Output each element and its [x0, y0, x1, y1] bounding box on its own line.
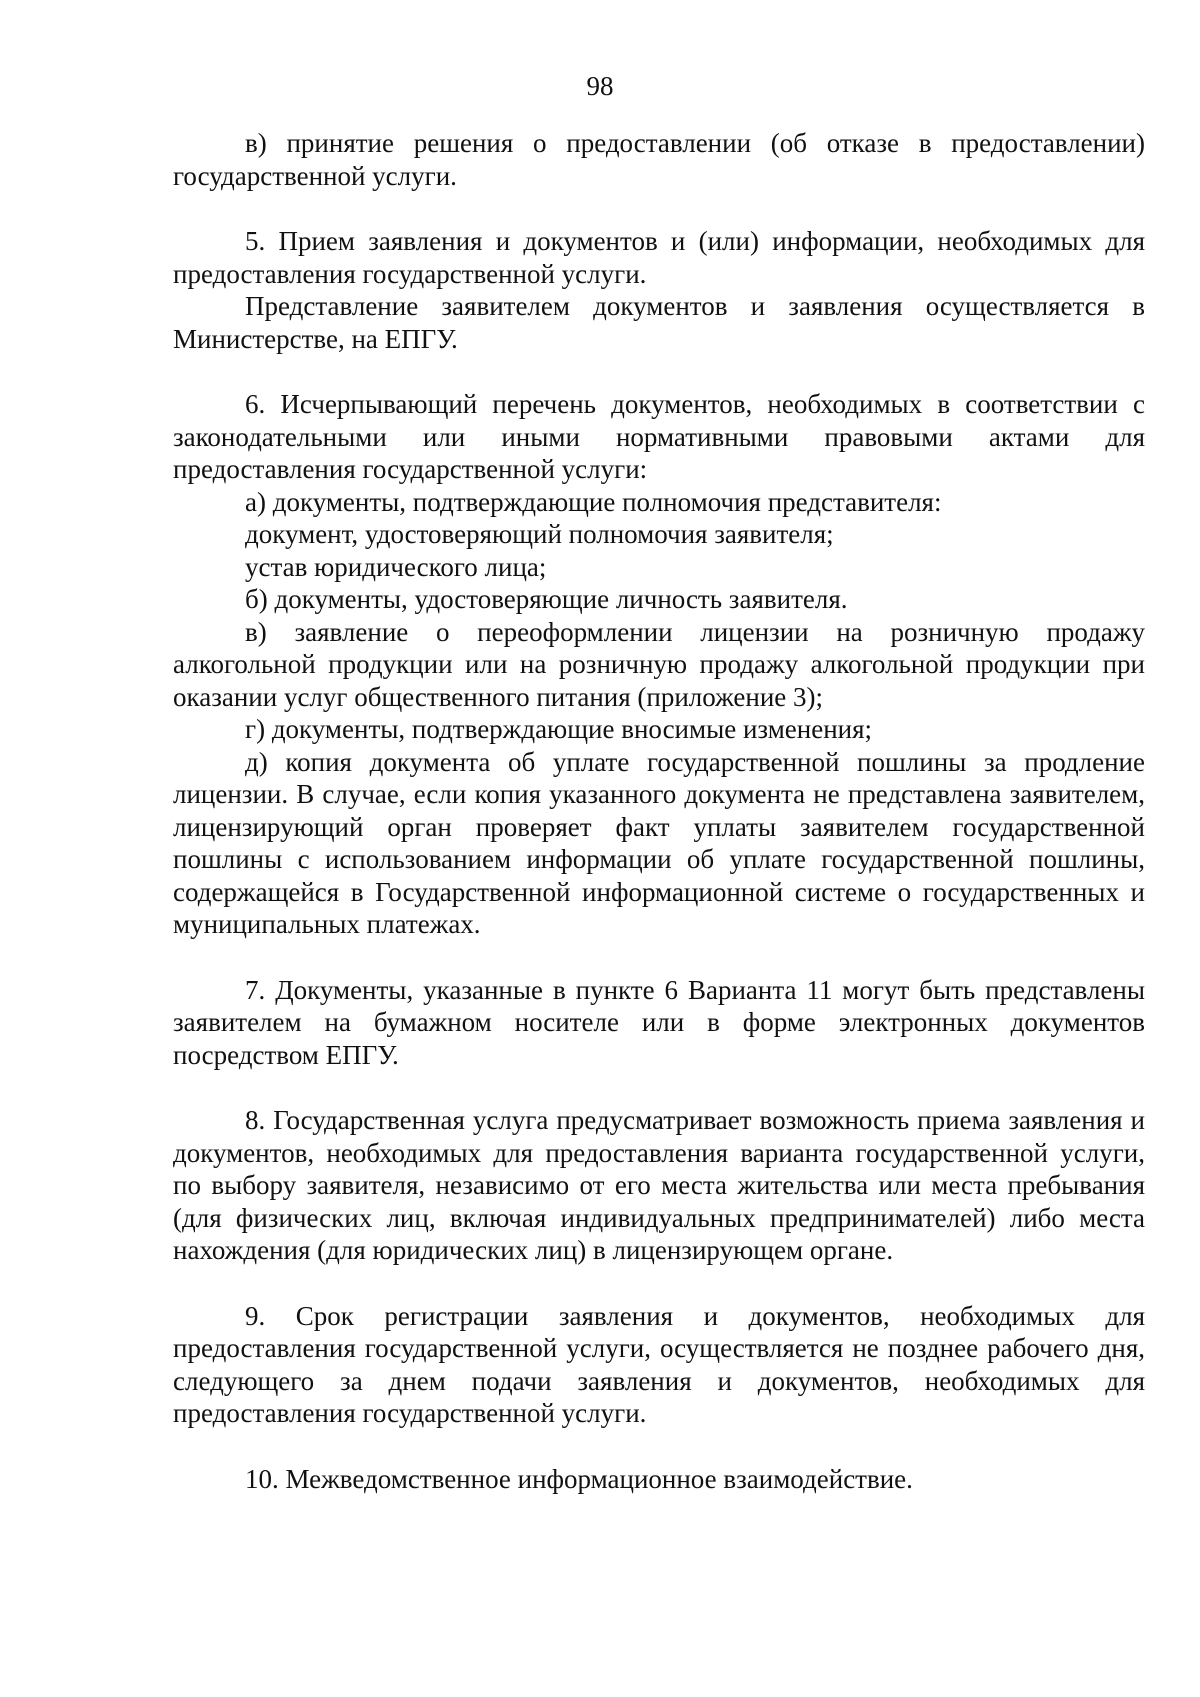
- paragraph-5: 5. Прием заявления и документов и (или) информации, необходимых для предоставления государственной услуги.: [173, 226, 1145, 289]
- list-item-v: в) заявление о переоформлении лицензии на розничную продажу алкогольной продукции или на розничную продажу алкогольной продукции при оказании услуг общественного питания (приложение 3);: [173, 616, 1145, 712]
- document-body: [173, 127, 1145, 1495]
- paragraph-5-submission: Представление заявителем документов и заявления осуществляется в Министерстве, на ЕПГУ.: [173, 291, 1145, 354]
- paragraph-6: 6. Исчерпывающий перечень документов, необходимых в соответствии с законодательными или иными нормативными правовыми актами для предоставления государственной услуги:: [173, 389, 1145, 484]
- list-item-a-document: документ, удостоверяющий полномочия заявителя;: [245, 519, 834, 549]
- paragraph-7: 7. Документы, указанные в пункте 6 Варианта 11 могут быть представлены заявителем на бумажном носителе или в форме электронных документов посредством ЕПГУ.: [173, 974, 1145, 1070]
- list-item-a-charter: устав юридического лица;: [245, 551, 547, 582]
- list-item-g: г) документы, подтверждающие вносимые изменения;: [245, 714, 873, 744]
- paragraph-9: 9. Срок регистрации заявления и документов, необходимых для предоставления государственной услуги, осуществляется не позднее рабочего дня, следующего за днем подачи заявления и документов, необходимых для предоставления государственной услуги.: [173, 1300, 1145, 1428]
- page-number: 98: [586, 71, 614, 101]
- list-item-d: д) копия документа об уплате государственной пошлины за продление лицензии. В случае, если копия указанного документа не представлена заявителем, лицензирующий орган проверяет факт уплаты заявителем государственной пошлины с использованием информации об уплате государственной пошлины, содержащейся в Государственной информационной системе о государственных и муниципальных платежах.: [173, 746, 1145, 939]
- paragraph-clause-v: в) принятие решения о предоставлении (об отказе в предоставлении) государственной услуги.: [173, 128, 1145, 191]
- paragraph-10: 10. Межведомственное информационное взаимодействие.: [245, 1463, 913, 1494]
- paragraph-8: 8. Государственная услуга предусматривает возможность приема заявления и документов, необходимых для предоставления варианта государственной услуги, по выбору заявителя, независимо от его места жительства или места пребывания (для физических лиц, включая индивидуальных предпринимателей) либо места нахождения (для юридических лиц) в лицензирующем органе.: [173, 1105, 1145, 1265]
- list-item-a: а) документы, подтверждающие полномочия представителя:: [245, 486, 942, 517]
- list-item-b: б) документы, удостоверяющие личность заявителя.: [245, 584, 848, 614]
